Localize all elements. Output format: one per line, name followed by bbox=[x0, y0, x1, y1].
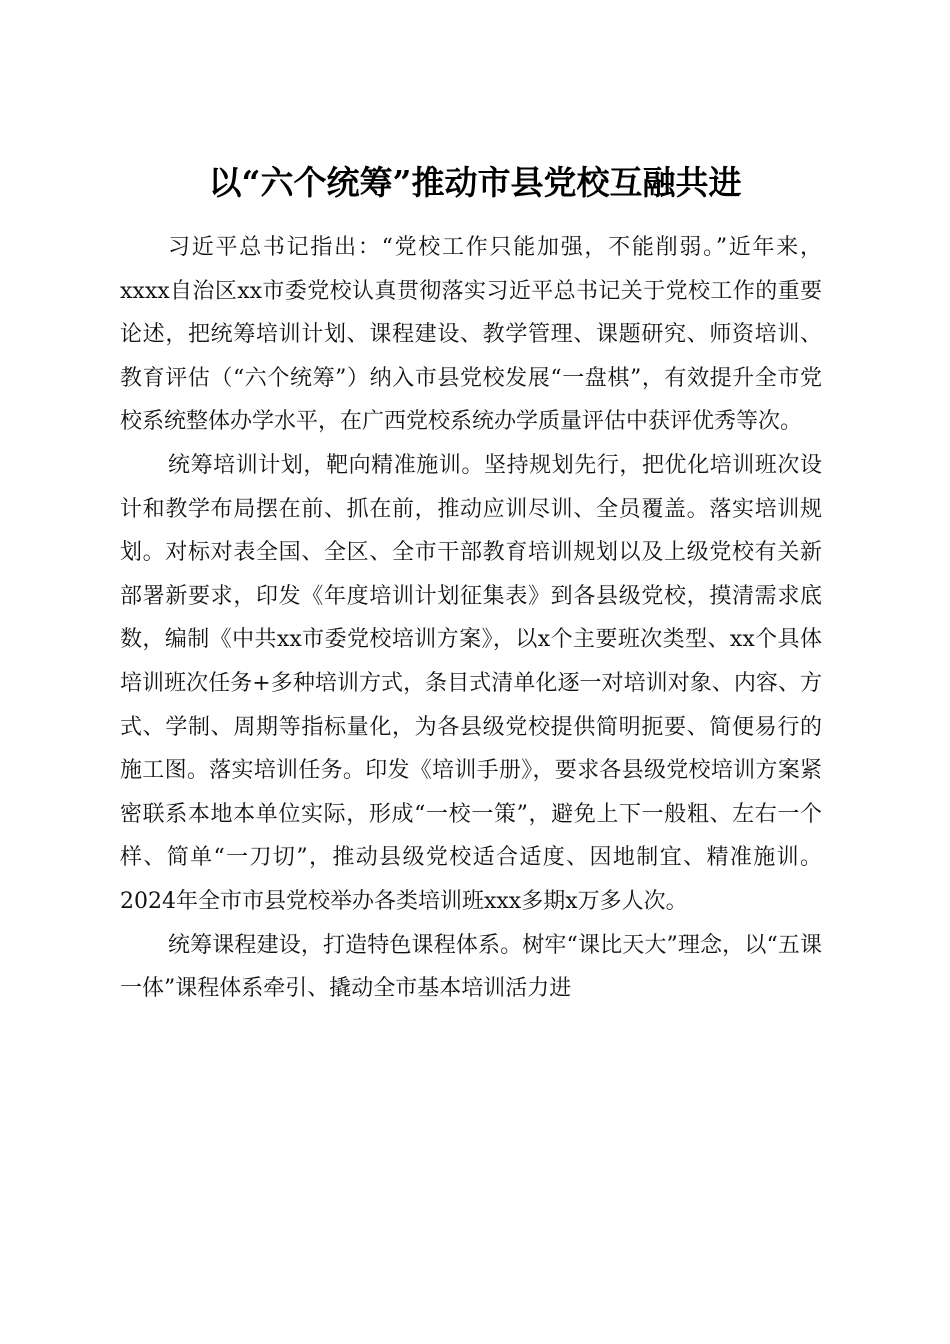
document-title: 以“六个统筹”推动市县党校互融共进 bbox=[208, 163, 742, 203]
paragraph-curriculum: 统筹课程建设，打造特色课程体系。树牢“课比天大”理念，以“五课一体”课程体系牵引、撬动全市基本培训活力进 bbox=[120, 932, 822, 1002]
document-body bbox=[120, 226, 822, 1011]
paragraph-training-plan: 统筹培训计划，靶向精准施训。坚持规划先行，把优化培训班次设计和教学布局摆在前、抓在前，推动应训尽训、全员覆盖。落实培训规划。对标对表全国、全区、全市干部教育培训规划以及上级党校有关新部署新要求，印发《年度培训计划征集表》到各县级党校，摸清需求底数，编制《中共xx市委党校培训方案》，以x个主要班次类型、xx个具体培训班次任务+多种培训方式，条目式清单化逐一对培训对象、内容、方式、学制、周期等指标量化，为各县级党校提供简明扼要、简便易行的施工图。落实培训任务。印发《培训手册》，要求各县级党校培训方案紧密联系本地本单位实际，形成“一校一策”，避免上下一般粗、左右一个样、简单“一刀切”，推动县级党校适合适度、因地制宜、精准施训。2024年全市市县党校举办各类培训班xxx多期x万多人次。 bbox=[120, 452, 822, 914]
paragraph-intro: 习近平总书记指出：“党校工作只能加强，不能削弱。”近年来，xxxx自治区xx市委党校认真贯彻落实习近平总书记关于党校工作的重要论述，把统筹培训计划、课程建设、教学管理、课题研究、师资培训、教育评估（“六个统筹”）纳入市县党校发展“一盘棋”，有效提升全市党校系统整体办学水平，在广西党校系统办学质量评估中获评优秀等次。 bbox=[120, 235, 822, 435]
